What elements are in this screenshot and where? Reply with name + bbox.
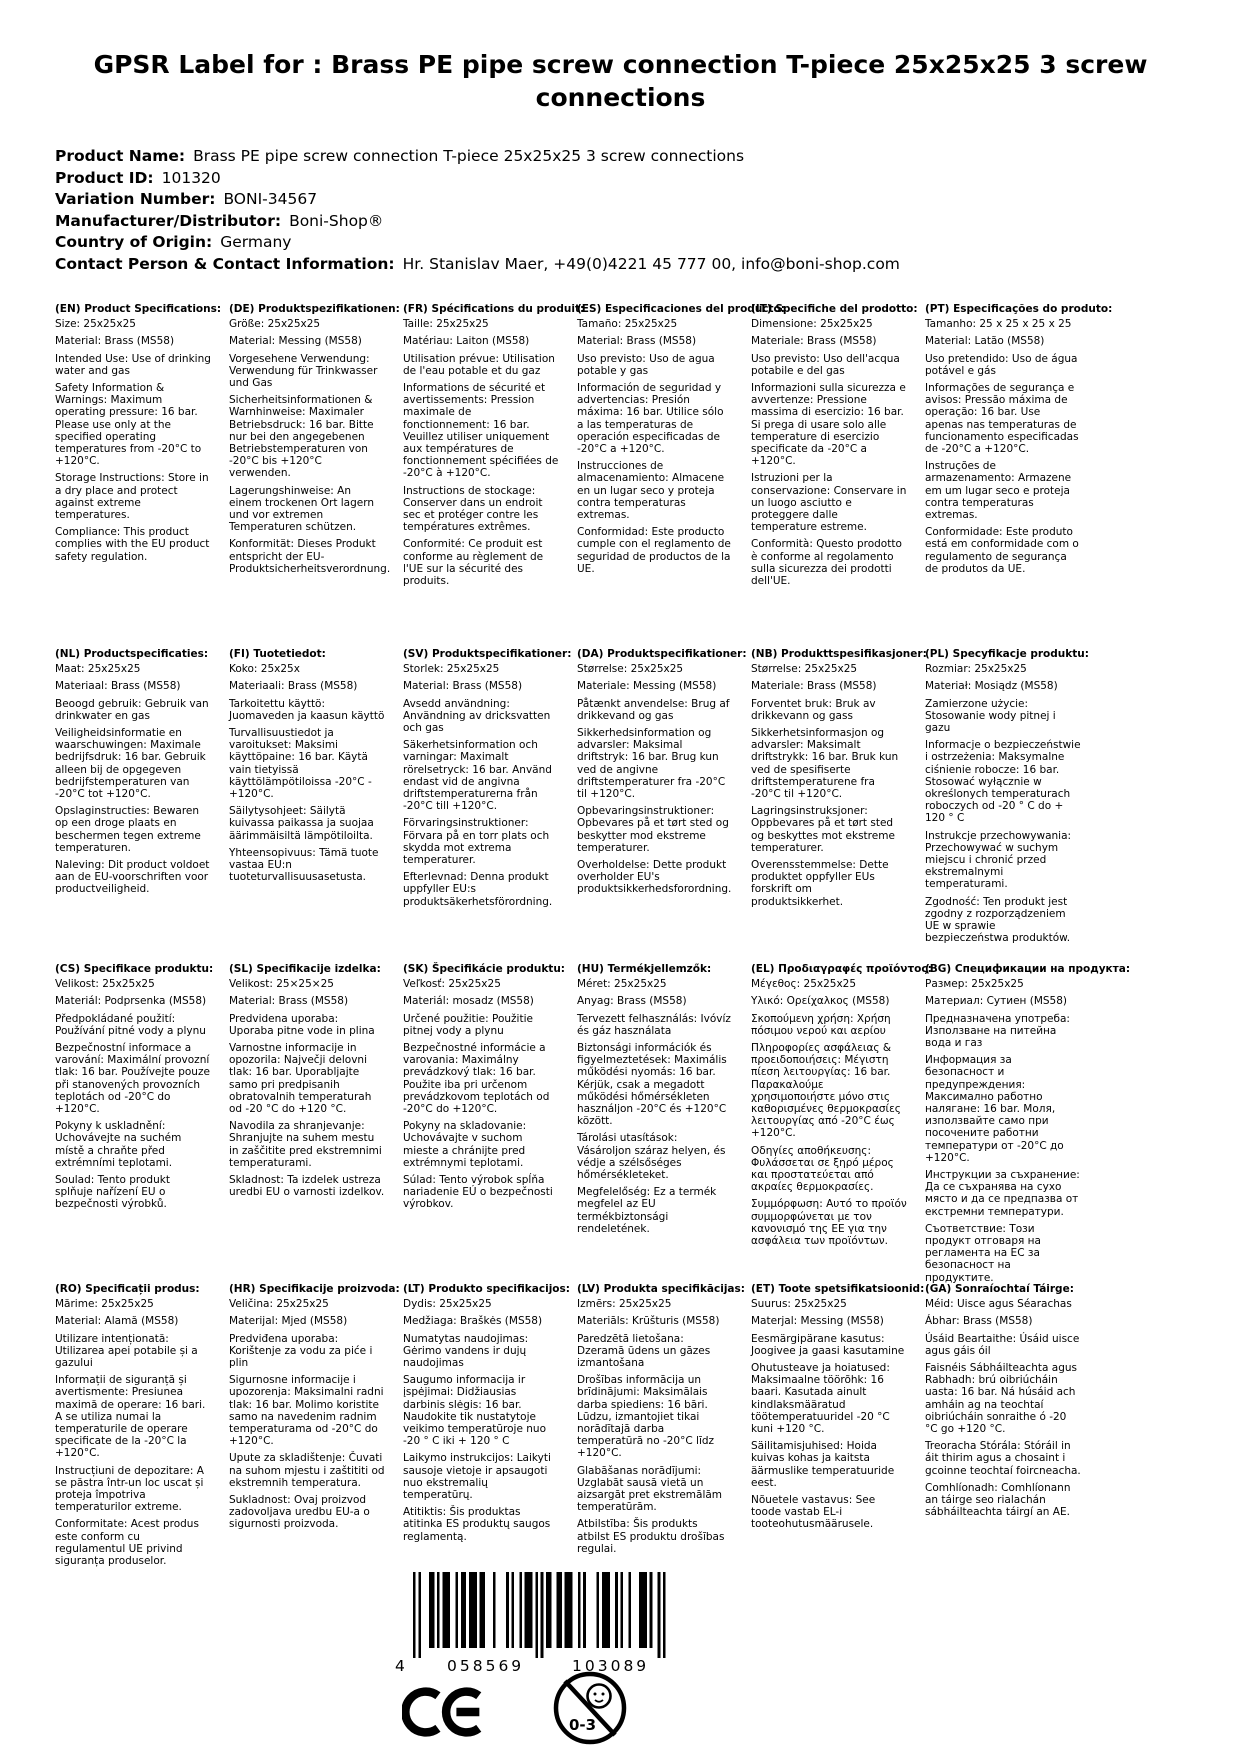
barcode-bar — [570, 1572, 573, 1648]
meta-value: BONI-34567 — [223, 190, 318, 208]
barcode-bar — [644, 1572, 647, 1648]
block-paragraph: Πληροφορίες ασφάλειας & προειδοποιήσεις: Μέγιστη πίεση λειτουργίας: 16 bar. Παρακαλούμε χρησιμοποιήστε μόνο στις καθορισμένες θερμοκρασίες λειτουργίας από -20°C έως +120°C. — [751, 1042, 901, 1140]
block-header: (SV) Produktspecifikationer: — [403, 648, 572, 660]
meta-label: Manufacturer/Distributor: — [55, 211, 282, 230]
block-header: (HU) Termékjellemzők: — [577, 963, 712, 975]
block-paragraph: Comhlíonadh: Comhlíonann an táirge seo rialachán sábháilteachta táirgí an AE. — [925, 1481, 1071, 1519]
block-paragraph: Rozmiar: 25x25x25 — [925, 663, 1027, 676]
barcode-bar — [432, 1572, 435, 1648]
barcode-bar — [480, 1572, 483, 1648]
meta-row — [55, 232, 1201, 254]
block-paragraph: Informations de sécurité et avertissements: Pression maximale de fonctionnement: 16 bar. Veuillez utiliser uniquement aux températures de fonctionnement spécifiées de -20°C à +120°C. — [403, 382, 559, 480]
block-paragraph: Suurus: 25x25x25 — [751, 1298, 847, 1311]
block-paragraph: Naleving: Dit product voldoet aan de EU-voorschriften voor productveiligheid. — [55, 859, 210, 896]
block-header: (SK) Špecifikácie produktu: — [403, 963, 566, 975]
barcode-bar — [546, 1572, 549, 1648]
age-warning-glyph — [550, 1668, 630, 1748]
block-paragraph: Tamaño: 25x25x25 — [577, 318, 678, 331]
block-paragraph: Informazioni sulla sicurezza e avvertenze: Pressione massima di esercizio: 16 bar. Si prega di usare solo alle temperature di esercizio specificate da -20°C a +120°C. — [751, 382, 906, 468]
block-paragraph: Instructions de stockage: Conserver dans un endroit sec et protéger contre les températures extrêmes. — [403, 484, 543, 534]
language-block-nb — [751, 648, 925, 913]
block-paragraph: Size: 25x25x25 — [55, 318, 136, 331]
block-header: (LT) Produkto specifikacijos: — [403, 1283, 570, 1295]
block-paragraph: Informações de segurança e avisos: Pressão máxima de operação: 16 bar. Use apenas nas temperaturas de funcionamento especificadas de -20°C a +120°C. — [925, 382, 1079, 456]
block-paragraph: Varnostne informacije in opozorila: Največji delovni tlak: 16 bar. Uporabljajte samo pri predpisanih obratovalnih temperaturah od -20 °C do +120 °C. — [229, 1042, 372, 1116]
language-block-el — [751, 963, 932, 1252]
block-paragraph: Материал: Сутиен (MS58) — [925, 995, 1068, 1008]
block-paragraph: Anyag: Brass (MS58) — [577, 995, 687, 1008]
language-grid — [55, 303, 1131, 1572]
block-paragraph: Materiāls: Krūšturis (MS58) — [577, 1315, 720, 1328]
block-paragraph: Υλικό: Ορείχαλκος (MS58) — [751, 995, 890, 1008]
block-paragraph: Predviđena uporaba: Korištenje za vodu za piće i plin — [229, 1332, 373, 1370]
language-block-lt — [403, 1283, 577, 1548]
barcode-bar — [658, 1572, 661, 1658]
barcode-bar — [506, 1572, 509, 1648]
block-paragraph: Navodila za shranjevanje: Shranjujte na suhem mestu in zaščitite pred ekstremnimi temperaturami. — [229, 1120, 382, 1169]
block-paragraph: Material: Messing (MS58) — [229, 335, 362, 348]
block-paragraph: Förvaringsinstruktioner: Förvara på en torr plats och skydda mot extrema temperaturer. — [403, 817, 550, 867]
block-paragraph: Materiaali: Brass (MS58) — [229, 680, 358, 693]
barcode-bar — [605, 1572, 608, 1648]
barcode-bar — [418, 1572, 421, 1658]
block-paragraph: Biztonsági információk és figyelmeztetések: Maximális működési nyomás: 16 bar. Kérjük, csak a megadott működési hőmérsékleten használjon -20°C és +120°C között. — [577, 1042, 727, 1128]
block-paragraph: Veľkosť: 25x25x25 — [403, 978, 501, 991]
barcode-bar — [456, 1572, 459, 1648]
block-paragraph: Intended Use: Use of drinking water and gas — [55, 352, 211, 377]
block-paragraph: Materiál: Podprsenka (MS58) — [55, 995, 207, 1008]
block-paragraph: Taille: 25x25x25 — [403, 318, 489, 331]
barcode-bar — [448, 1572, 451, 1648]
barcode-bar — [565, 1572, 568, 1648]
block-paragraph: Předpokládané použití: Používání pitné vody a plynu — [55, 1012, 206, 1037]
barcode-bar — [461, 1572, 464, 1648]
block-paragraph: Οδηγίες αποθήκευσης: Φυλάσσεται σε ξηρό μέρος και προστατεύεται από ακραίες θερμοκρασίες. — [751, 1144, 894, 1194]
block-header: (LV) Produkta specifikācijas: — [577, 1283, 745, 1295]
language-block-fi — [229, 648, 403, 888]
barcode-bar — [472, 1572, 475, 1648]
barcode-bar — [413, 1572, 416, 1658]
block-paragraph: Safety Information & Warnings: Maximum operating pressure: 16 bar. Please use only at the specified operating temperatures from -20°C to +120°C. — [55, 382, 202, 468]
block-paragraph: Drošības informācija un brīdinājumi: Maksimālais darba spiediens: 16 bāri. Lūdzu, izmantojiet tikai norādītajā darba temperatūrā no -20°C līdz +120°C. — [577, 1374, 715, 1460]
block-paragraph: Информация за безопасност и предупреждения: Максимално работно налягане: 16 bar. Моля, използвайте само при посочените работни температури от -20°C до +120°C. — [925, 1054, 1064, 1164]
barcode-bar — [429, 1572, 432, 1648]
block-paragraph: Conformità: Questo prodotto è conforme al regolamento sulla sicurezza dei prodotti dell'UE. — [751, 538, 902, 588]
block-paragraph: Ábhar: Brass (MS58) — [925, 1315, 1033, 1328]
block-header: (CS) Specifikace produktu: — [55, 963, 214, 975]
block-paragraph: Určené použitie: Použitie pitnej vody a plynu — [403, 1012, 533, 1037]
block-paragraph: Saugumo informacija ir įspėjimai: Didžiausias darbinis slėgis: 16 bar. Naudokite tik nustatytoje veikimo temperatūroje nuo -20 ° C iki + 120 ° C — [403, 1374, 546, 1448]
meta-row — [55, 211, 1201, 233]
age-warning-label: 0-3 — [569, 1716, 597, 1734]
block-paragraph: Soulad: Tento produkt splňuje nařízení EU o bezpečnosti výrobků. — [55, 1174, 170, 1211]
block-header: (ES) Especificaciones del producto: — [577, 303, 785, 315]
language-block-pl — [925, 648, 1099, 949]
block-paragraph: Skladnost: Ta izdelek ustreza uredbi EU o varnosti izdelkov. — [229, 1174, 385, 1199]
barcode-bar — [535, 1572, 538, 1658]
language-block-hu — [577, 963, 751, 1240]
block-paragraph: Konformität: Dieses Produkt entspricht der EU-Produktsicherheitsverordnung. — [229, 538, 391, 575]
language-block-et — [751, 1283, 925, 1536]
block-paragraph: Tamanho: 25 x 25 x 25 x 25 — [925, 318, 1072, 331]
block-paragraph: Conformidade: Este produto está em conformidade com o regulamento de segurança de produtos da UE. — [925, 526, 1079, 575]
barcode-bar — [663, 1572, 666, 1658]
barcode-bar — [445, 1572, 448, 1648]
block-paragraph: Materijal: Mjed (MS58) — [229, 1315, 348, 1328]
block-paragraph: Sigurnosne informacije i upozorenja: Maksimalni radni tlak: 16 bar. Molimo koristite samo na navedenim radnim temperaturama od -20°C do +120°C. — [229, 1374, 384, 1448]
block-paragraph: Opbevaringsinstruktioner: Opbevares på et tørt sted og beskytter mod ekstreme temperaturer. — [577, 805, 729, 854]
barcode-bar — [482, 1572, 485, 1648]
meta-row — [55, 146, 1201, 168]
block-paragraph: Instrucțiuni de depozitare: A se păstra într-un loc uscat și proteja împotriva temperaturilor extreme. — [55, 1464, 204, 1514]
block-header: (RO) Specificații produs: — [55, 1283, 200, 1295]
block-paragraph: Laikymo instrukcijos: Laikyti sausoje vietoje ir apsaugoti nuo ekstremalių temperatūrų. — [403, 1452, 551, 1502]
block-paragraph: Méid: Uisce agus Séarachas — [925, 1298, 1072, 1311]
language-block-sv — [403, 648, 577, 913]
block-paragraph: Conformité: Ce produit est conforme au règlement de l'UE sur la sécurité des produits. — [403, 538, 544, 588]
block-paragraph: Tarkoitettu käyttö: Juomaveden ja kaasun käyttö — [229, 697, 385, 722]
meta-label: Variation Number: — [55, 190, 216, 208]
block-paragraph: Méret: 25x25x25 — [577, 978, 667, 991]
block-paragraph: Turvallisuustiedot ja varoitukset: Maksimi käyttöpaine: 16 bar. Käytä vain tietyissä käyttölämpötiloissa -20°C - +120°C. — [229, 727, 372, 801]
language-block-lv — [577, 1283, 751, 1560]
block-paragraph: Atitiktis: Šis produktas atitinka ES produktų saugos reglamentą. — [403, 1506, 551, 1543]
block-paragraph: Instrukcje przechowywania: Przechowywać w suchym miejscu i chronić przed ekstremalnymi temperaturami. — [925, 829, 1072, 891]
block-paragraph: Instrucciones de almacenamiento: Almacene en un lugar seco y proteja contra temperaturas extremas. — [577, 460, 725, 522]
block-paragraph: Materiał: Mosiądz (MS58) — [925, 680, 1058, 693]
block-paragraph: Conformitate: Acest produs este conform cu regulamentul UE privind siguranța produselor. — [55, 1518, 199, 1568]
block-paragraph: Velikost: 25×25×25 — [229, 978, 334, 991]
barcode-bar — [607, 1572, 610, 1648]
block-header: (SL) Specifikacije izdelka: — [229, 963, 381, 975]
language-block-it — [751, 303, 925, 592]
barcode-bar — [578, 1572, 581, 1648]
barcode-bar — [583, 1572, 586, 1648]
meta-row — [55, 254, 1201, 276]
block-paragraph: Upute za skladištenje: Čuvati na suhom mjestu i zaštititi od ekstremnih temperatura. — [229, 1452, 385, 1489]
language-block-sk — [403, 963, 577, 1216]
language-block-ga — [925, 1283, 1099, 1523]
page-title: GPSR Label for : Brass PE pipe screw connection T-piece 25x25x25 3 screw connections — [93, 50, 1148, 112]
language-block-bg — [925, 963, 1131, 1289]
language-block-da — [577, 648, 751, 901]
block-header: (BG) Спецификации на продукта: — [925, 963, 1131, 975]
block-paragraph: Съответствие: Този продукт отговаря на регламента на ЕС за безопасност на продуктите. — [925, 1222, 1041, 1284]
barcode-bar — [549, 1572, 552, 1648]
block-header: (EN) Product Specifications: — [55, 303, 222, 315]
language-block-nl — [55, 648, 229, 901]
block-paragraph: Glabāšanas norādījumi: Uzglabāt sausā vietā un aizsargāt pret ekstremālām temperatūrām. — [577, 1464, 723, 1514]
meta-row — [55, 189, 1201, 211]
block-paragraph: Uso previsto: Uso dell'acqua potabile e del gas — [751, 352, 900, 377]
language-block-pt — [925, 303, 1113, 580]
block-paragraph: Tárolási utasítások: Vásároljon száraz helyen, és védje a szélsőséges hőmérsékleteket. — [577, 1132, 726, 1182]
block-paragraph: Uso pretendido: Uso de água potável e gás — [925, 352, 1078, 377]
barcode-right-group: 103089 — [572, 1657, 650, 1675]
barcode-bar — [469, 1572, 472, 1648]
barcode-bar — [602, 1572, 605, 1648]
barcode-bar — [519, 1572, 522, 1648]
language-block-fr — [403, 303, 585, 592]
block-paragraph: Predvidena uporaba: Uporaba pitne vode in plina — [229, 1012, 375, 1037]
block-paragraph: Μέγεθος: 25x25x25 — [751, 978, 857, 991]
block-header: (DA) Produktspecifikationer: — [577, 648, 747, 660]
block-paragraph: Treoracha Stórála: Stóráil in áit thirim agus a chosaint i gcoinne teochtaí foircneacha. — [925, 1440, 1081, 1477]
block-paragraph: Paredzētā lietošana: Dzeramā ūdens un gāzes izmantošana — [577, 1332, 711, 1370]
barcode-bar — [442, 1572, 445, 1648]
barcode-bar — [650, 1572, 653, 1648]
language-block-hr — [229, 1283, 403, 1536]
block-paragraph: Säilitamisjuhised: Hoida kuivas kohas ja kaitsta äärmuslike temperatuuride eest. — [751, 1440, 895, 1489]
block-header: (FI) Tuotetiedot: — [229, 648, 326, 660]
meta-value: 101320 — [161, 168, 221, 187]
block-header: (NL) Productspecificaties: — [55, 648, 209, 660]
barcode-bar — [559, 1572, 562, 1648]
block-paragraph: Material: Latão (MS58) — [925, 335, 1045, 348]
block-paragraph: Dydis: 25x25x25 — [403, 1298, 492, 1311]
block-header: (GA) Sonraíochtaí Táirge: — [925, 1283, 1074, 1295]
block-paragraph: Предназначена употреба: Използване на питейна вода и газ — [925, 1012, 1070, 1050]
block-header: (FR) Spécifications du produit: — [403, 303, 585, 315]
barcode-bar — [511, 1572, 514, 1648]
block-paragraph: Lagringsinstruksjoner: Oppbevares på et tørt sted og beskyttes mot ekstreme temperaturer. — [751, 805, 895, 854]
block-paragraph: Materiale: Brass (MS58) — [751, 680, 877, 693]
block-paragraph: Overholdelse: Dette produkt overholder EU's produktsikkerhedsforordning. — [577, 859, 732, 896]
block-header: (PT) Especificações do produto: — [925, 303, 1113, 315]
meta-label: Product Name: — [55, 147, 186, 165]
block-paragraph: Vorgesehene Verwendung: Verwendung für Trinkwasser und Gas — [229, 352, 378, 390]
language-block-en — [55, 303, 229, 568]
meta-value: Brass PE pipe screw connection T-piece 25x25x25 3 screw connections — [193, 147, 745, 165]
block-paragraph: Größe: 25x25x25 — [229, 318, 321, 331]
block-paragraph: Sicherheitsinformationen & Warnhinweise: Maximaler Betriebsdruck: 16 bar. Bitte nur bei den angegebenen Betriebstemperaturen von -20°C bis +120°C verwenden. — [229, 394, 374, 480]
block-paragraph: Información de seguridad y advertencias: Presión máxima: 16 bar. Utilice sólo a las temperaturas de operación especificadas de -20°C a +120°C. — [577, 382, 724, 456]
block-paragraph: Material: Alamă (MS58) — [55, 1315, 179, 1328]
block-paragraph: Tervezett felhasználás: Ivóvíz és gáz használata — [577, 1012, 731, 1037]
language-block-es — [577, 303, 785, 580]
language-block-ro — [55, 1283, 229, 1572]
block-paragraph: Veiligheidsinformatie en waarschuwingen: Maximale bedrijfsdruk: 16 bar. Gebruik alleen bij de opgegeven bedrijfstemperaturen van -20°C tot +120°C. — [55, 727, 206, 801]
barcode-bar — [530, 1572, 533, 1648]
block-paragraph: Utilisation prévue: Utilisation de l'eau potable et du gaz — [403, 352, 555, 377]
barcode-bar — [597, 1572, 600, 1648]
barcode-bars — [385, 1572, 685, 1675]
block-paragraph: Σκοπούμενη χρήση: Χρήση πόσιμου νερού και αερίου — [751, 1012, 891, 1037]
barcode-bar — [527, 1572, 530, 1648]
block-paragraph: Instruções de armazenamento: Armazene em um lugar seco e proteja contra temperaturas extremas. — [925, 460, 1072, 522]
block-paragraph: Nõuetele vastavus: See toode vastab EL-i tooteohutusmäärusele. — [751, 1494, 876, 1531]
block-header: (IT) Specifiche del prodotto: — [751, 303, 918, 315]
block-header: (DE) Produktspezifikationen: — [229, 303, 400, 315]
barcode-bar — [557, 1572, 560, 1648]
barcode-bar — [541, 1572, 544, 1658]
block-paragraph: Sikkerhedsinformation og advarsler: Maksimal driftstryk: 16 bar. Brug kun ved de angivne driftstemperaturer fra -20°C til +120°C. — [577, 727, 726, 801]
block-paragraph: Numatytas naudojimas: Gėrimo vandens ir dujų naudojimas — [403, 1332, 529, 1370]
age-warning-0-3-icon — [550, 1668, 630, 1752]
block-paragraph: Informații de siguranță și avertismente: Presiunea maximă de operare: 16 bari. A se utiliza numai la temperaturile de operare specificate de la -20°C la +120°C. — [55, 1374, 206, 1460]
meta-label: Product ID: — [55, 168, 154, 187]
block-paragraph: Størrelse: 25x25x25 — [751, 663, 858, 676]
block-paragraph: Material: Brass (MS58) — [403, 680, 523, 693]
block-header: (HR) Specifikacije proizvoda: — [229, 1283, 400, 1295]
block-paragraph: Velikost: 25x25x25 — [55, 978, 155, 991]
block-paragraph: Pokyny k uskladnění: Uchovávejte na suchém místě a chraňte před extrémními teplotami. — [55, 1120, 182, 1169]
block-paragraph: Maat: 25x25x25 — [55, 663, 141, 676]
block-paragraph: Lagerungshinweise: An einem trockenen Ort lagern und vor extremen Temperaturen schützen. — [229, 484, 375, 534]
barcode-bar — [642, 1572, 645, 1648]
block-paragraph: Storlek: 25x25x25 — [403, 663, 500, 676]
barcode-bar — [525, 1572, 528, 1648]
block-paragraph: Úsáid Beartaithe: Úsáid uisce agus gáis óil — [925, 1332, 1080, 1357]
meta-value: Germany — [220, 233, 292, 251]
block-paragraph: Ohutusteave ja hoiatused: Maksimaalne töörõhk: 16 baari. Kasutada ainult kindlaksmääratud töötemperatuuridel -20 °C kuni +120 °C. — [751, 1362, 890, 1436]
block-paragraph: Beoogd gebruik: Gebruik van drinkwater en gas — [55, 697, 209, 722]
barcode-first-digit: 4 — [395, 1657, 405, 1675]
barcode-bar — [437, 1572, 440, 1648]
barcode-bar — [615, 1572, 618, 1648]
meta-label: Contact Person & Contact Information: — [55, 254, 395, 273]
block-paragraph: Súlad: Tento výrobok spĺňa nariadenie EÚ o bezpečnosti výrobkov. — [403, 1174, 553, 1211]
block-paragraph: Forventet bruk: Bruk av drikkevann og gass — [751, 697, 876, 722]
block-paragraph: Uso previsto: Uso de agua potable y gas — [577, 352, 715, 377]
block-paragraph: Bezpečnostné informácie a varovania: Maximálny prevádzkový tlak: 16 bar. Použite iba pri určenom prevádzkovom teplotách od -20°C do +120°C. — [403, 1042, 550, 1116]
barcode-bar — [493, 1572, 496, 1648]
block-paragraph: Istruzioni per la conservazione: Conservare in un luogo asciutto e proteggere dalle temperature estreme. — [751, 472, 907, 534]
block-paragraph: Megfelelőség: Ez a termék megfelel az EU termékbiztonsági rendeletének. — [577, 1186, 717, 1235]
ce-mark-icon — [402, 1682, 487, 1746]
block-paragraph: Overensstemmelse: Dette produktet oppfyller EUs forskrift om produktsikkerhet. — [751, 859, 889, 908]
block-paragraph: Sikkerhetsinformasjon og advarsler: Maksimalt driftstrykk: 16 bar. Bruk kun ved de spesifiserte driftstemperaturene fra -20°C til +120°C. — [751, 727, 899, 801]
block-paragraph: Dimensione: 25x25x25 — [751, 318, 873, 331]
block-paragraph: Materiál: mosadz (MS58) — [403, 995, 534, 1008]
meta-value: Hr. Stanislav Maer, +49(0)4221 45 777 00, info@boni-shop.com — [402, 254, 900, 273]
block-paragraph: Mărime: 25x25x25 — [55, 1298, 154, 1311]
meta-value: Boni-Shop® — [289, 211, 384, 230]
meta-label: Country of Origin: — [55, 233, 213, 251]
block-paragraph: Material: Brass (MS58) — [229, 995, 349, 1008]
block-paragraph: Avsedd användning: Användning av dricksvatten och gas — [403, 697, 551, 735]
block-paragraph: Pokyny na skladovanie: Uchovávajte v suchom mieste a chránijte pred extrémnymi teplotami. — [403, 1120, 527, 1169]
block-paragraph: Sukladnost: Ovaj proizvod zadovoljava uredbu EU-a o sigurnosti proizvoda. — [229, 1494, 370, 1531]
block-paragraph: Material: Brass (MS58) — [577, 335, 697, 348]
block-paragraph: Bezpečnostní informace a varování: Maximální provozní tlak: 16 bar. Používejte pouze při stanovených provozních teplotách od -20°C do +120°C. — [55, 1042, 210, 1116]
block-paragraph: Påtænkt anvendelse: Brug af drikkevand og gas — [577, 697, 730, 722]
block-paragraph: Medžiaga: Braškės (MS58) — [403, 1315, 543, 1328]
block-paragraph: Informacje o bezpieczeństwie i ostrzeżenia: Maksymalne ciśnienie robocze: 16 bar. Stosować wyłącznie w określonych temperaturach roboczych od -20 ° C do + 120 ° C — [925, 739, 1081, 825]
block-paragraph: Eesmärgipärane kasutus: Joogivee ja gaasi kasutamine — [751, 1332, 905, 1357]
block-header: (PL) Specyfikacje produktu: — [925, 648, 1089, 660]
block-paragraph: Izmērs: 25x25x25 — [577, 1298, 672, 1311]
block-paragraph: Yhteensopivuus: Tämä tuote vastaa EU:n tuoteturvallisuusasetusta. — [229, 846, 379, 884]
barcode-bar — [639, 1572, 642, 1648]
block-paragraph: Koko: 25x25x — [229, 663, 300, 676]
block-paragraph: Säilytysohjeet: Säilytä kuivassa paikassa ja suojaa äärimmäisiltä lämpötiloilta. — [229, 805, 374, 842]
block-paragraph: Storage Instructions: Store in a dry place and protect against extreme temperatures. — [55, 472, 209, 522]
meta-row — [55, 168, 1201, 190]
block-paragraph: Размер: 25x25x25 — [925, 978, 1024, 991]
block-paragraph: Materiaal: Brass (MS58) — [55, 680, 181, 693]
block-paragraph: Säkerhetsinformation och varningar: Maximalt rörelsetryck: 16 bar. Använd endast vid de angivna driftstemperaturerna från -20°C till +120°C. — [403, 739, 552, 813]
ce-mark-glyph — [402, 1682, 487, 1742]
block-paragraph: Materiale: Brass (MS58) — [751, 335, 877, 348]
block-paragraph: Conformidad: Este producto cumple con el reglamento de seguridad de productos de la UE. — [577, 526, 731, 575]
language-block-cs — [55, 963, 229, 1216]
block-paragraph: Størrelse: 25x25x25 — [577, 663, 684, 676]
block-paragraph: Инструкции за съхранение: Да се съхранява на сухо място и да се предпазва от екстремни температури. — [925, 1169, 1080, 1218]
language-block-sl — [229, 963, 403, 1203]
block-paragraph: Atbilstība: Šis produkts atbilst ES produktu drošības regulai. — [577, 1518, 725, 1555]
barcode-bar — [474, 1572, 477, 1648]
block-paragraph: Materiale: Messing (MS58) — [577, 680, 717, 693]
barcode-bar — [464, 1572, 467, 1648]
language-block-de — [229, 303, 403, 580]
barcode-left-group: 058569 — [447, 1657, 525, 1675]
block-paragraph: Opslaginstructies: Bewaren op een droge plaats en beschermen tegen extreme temperaturen. — [55, 805, 201, 854]
barcode-bar — [628, 1572, 631, 1648]
ean-barcode — [385, 1572, 685, 1675]
product-meta — [55, 146, 1201, 275]
block-paragraph: Efterlevnad: Denna produkt uppfyller EU:s produktsäkerhetsförordning. — [403, 871, 553, 908]
block-header: (ET) Toote spetsifikatsioonid: — [751, 1283, 925, 1295]
block-header: (NB) Produkttspesifikasjoner: — [751, 648, 927, 660]
block-paragraph: Material: Brass (MS58) — [55, 335, 175, 348]
block-paragraph: Veličina: 25x25x25 — [229, 1298, 329, 1311]
block-paragraph: Compliance: This product complies with the EU product safety regulation. — [55, 526, 210, 563]
block-paragraph: Συμμόρφωση: Αυτό το προϊόν συμμορφώνεται με τον κανονισμό της ΕΕ για την ασφάλεια των προϊόντων. — [751, 1198, 907, 1248]
barcode-bar — [567, 1572, 570, 1648]
block-paragraph: Utilizare intenționată: Utilizarea apei potabile și a gazului — [55, 1332, 198, 1370]
block-paragraph: Zgodność: Ten produkt jest zgodny z rozporządzeniem UE w sprawie bezpieczeństwa produktów. — [925, 895, 1071, 945]
barcode-bar — [620, 1572, 623, 1648]
block-paragraph: Zamierzone użycie: Stosowanie wody pitnej i gazu — [925, 697, 1056, 735]
block-paragraph: Materjal: Messing (MS58) — [751, 1315, 884, 1328]
block-header: (EL) Προδιαγραφές προϊόντος: — [751, 963, 932, 975]
block-paragraph: Faisnéis Sábháilteachta agus Rabhadh: brú oibriúcháin uasta: 16 bar. Ná húsáid ach amháin ag na teochtaí oibriúcháin sonraithe ó -20 °C go +120 °C. — [925, 1362, 1077, 1436]
block-paragraph: Matériau: Laiton (MS58) — [403, 335, 530, 348]
